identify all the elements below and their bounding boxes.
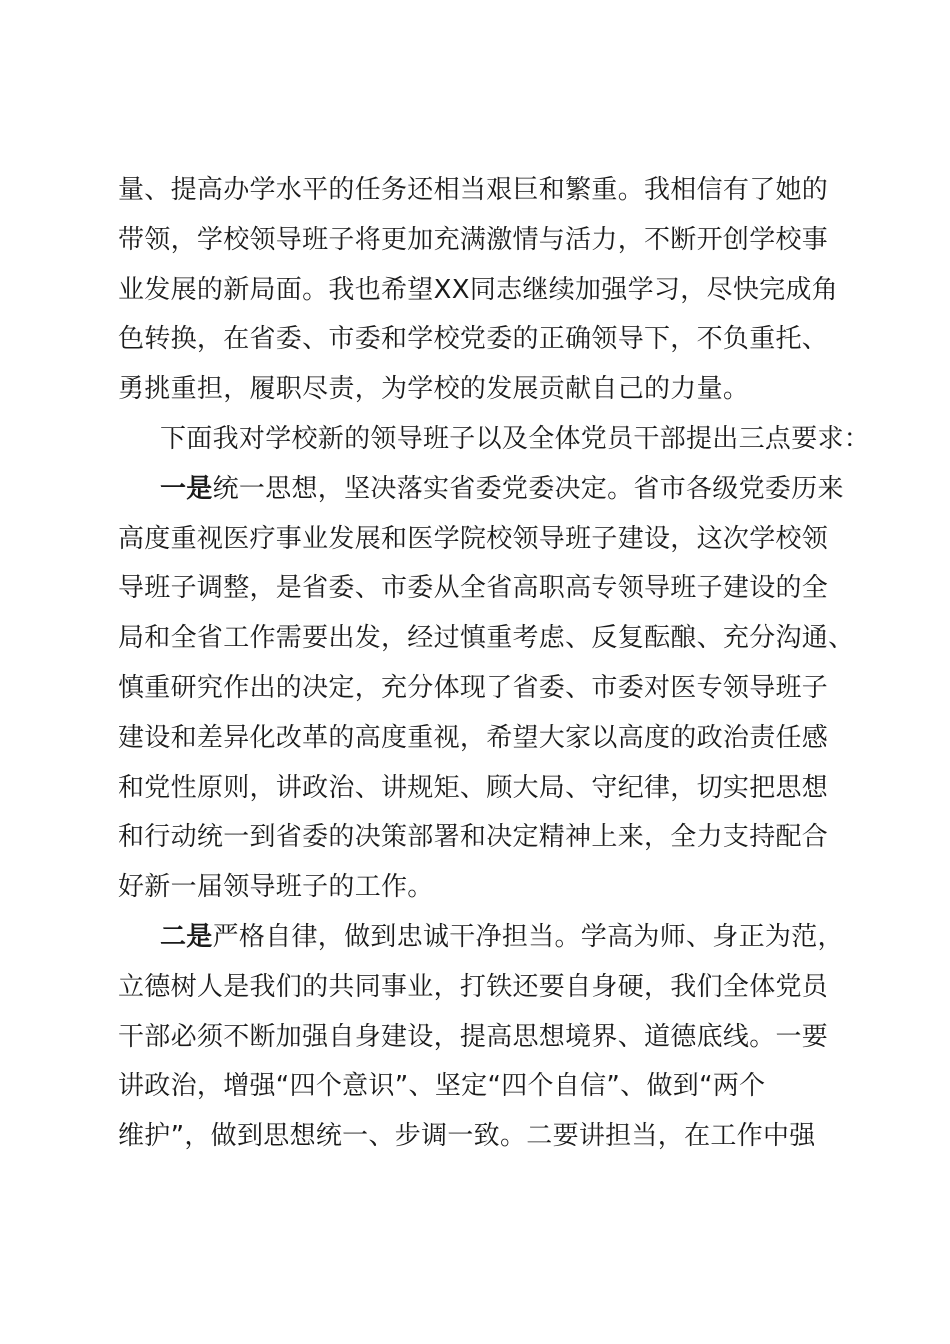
text-line	[118, 764, 848, 814]
text-line	[118, 216, 848, 266]
text-line	[118, 266, 848, 316]
text-line	[118, 614, 855, 664]
text-line	[118, 963, 848, 1013]
line-text: 下面我对学校新的领导班子以及全体党员干部提出三点要求：	[160, 423, 871, 454]
line-text: 和党性原则，讲政治、讲规矩、顾大局、守纪律，切实把思想	[118, 772, 829, 803]
line-text: 色转换，在省委、市委和学校党委的正确领导下，不负重托、	[118, 324, 829, 355]
bold-lead-text: 二是	[160, 921, 213, 952]
text-line	[118, 714, 848, 764]
line-text: 和行动统一到省委的决策部署和决定精神上来，全力支持配合	[118, 822, 829, 853]
text-line	[118, 913, 848, 963]
text-line	[118, 813, 848, 863]
line-text: 勇挑重担，履职尽责，为学校的发展贡献自己的力量。	[118, 374, 750, 405]
line-text: 慎重研究作出的决定，充分体现了省委、市委对医专领导班子	[118, 672, 829, 703]
line-text: 导班子调整，是省委、市委从全省高职高专领导班子建设的全	[118, 573, 829, 604]
line-text: 干部必须不断加强自身建设，提高思想境界、道德底线。一要	[118, 1021, 829, 1052]
text-line	[118, 863, 848, 913]
bold-lead-text: 一是	[160, 473, 213, 504]
line-text: 严格自律，做到忠诚干净担当。学高为师、身正为范，	[212, 921, 844, 952]
line-text: 带领，学校领导班子将更加充满激情与活力，不断开创学校事	[118, 224, 829, 255]
text-line	[118, 166, 848, 216]
text-line	[118, 415, 871, 465]
line-text: 立德树人是我们的共同事业，打铁还要自身硬，我们全体党员	[118, 971, 829, 1002]
line-text: 量、提高办学水平的任务还相当艰巨和繁重。我相信有了她的	[118, 175, 829, 205]
text-line	[118, 465, 848, 515]
line-text: 统一思想，坚决落实省委党委决定。省市各级党委历来	[212, 473, 844, 504]
line-text: 局和全省工作需要出发，经过慎重考虑、反复酝酿、充分沟通、	[118, 623, 855, 654]
line-text: 维护”，做到思想统一、步调一致。二要讲担当，在工作中强	[118, 1121, 816, 1152]
line-text: 好新一届领导班子的工作。	[118, 872, 434, 903]
text-line	[118, 315, 848, 365]
line-text: 建设和差异化改革的高度重视，希望大家以高度的政治责任感	[118, 722, 829, 753]
text-line	[118, 365, 848, 415]
line-text: 讲政治，增强“四个意识”、坚定“四个自信”、做到“两个	[118, 1071, 766, 1102]
line-text: 业发展的新局面。我也希望XX同志继续加强学习，尽快完成角	[118, 274, 839, 305]
text-line	[118, 564, 848, 614]
text-line	[118, 1062, 848, 1112]
text-line	[118, 515, 848, 565]
text-line	[118, 1013, 848, 1063]
text-line	[118, 1112, 848, 1162]
line-text: 高度重视医疗事业发展和医学院校领导班子建设，这次学校领	[118, 523, 829, 554]
body-text	[118, 166, 871, 1162]
text-line	[118, 664, 848, 714]
